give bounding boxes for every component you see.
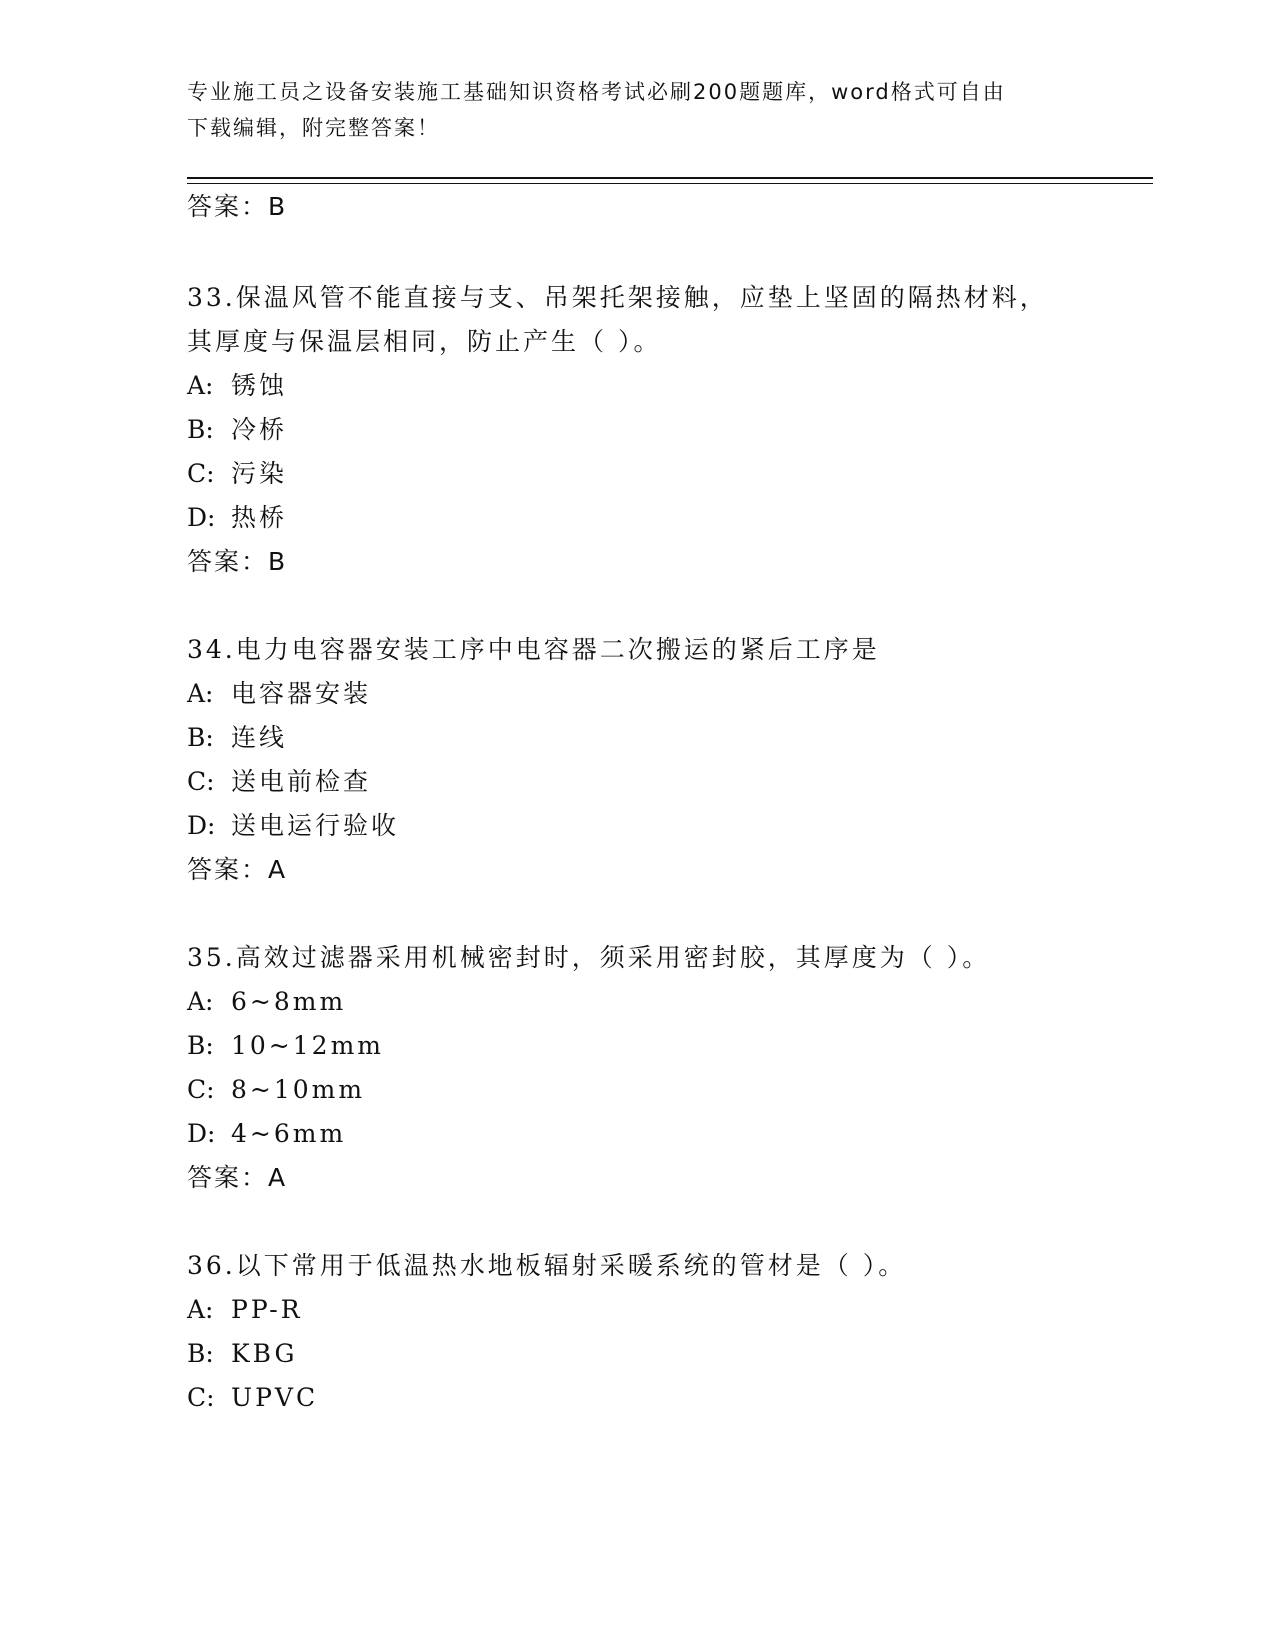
question-35-option-a bbox=[187, 986, 346, 1018]
option-text: 冷桥 bbox=[231, 415, 288, 444]
question-33-option-d bbox=[187, 502, 287, 534]
question-36-line-1: 36.以下常用于低温热水地板辐射采暖系统的管材是（ ）。 bbox=[187, 1251, 907, 1280]
option-text: KBG bbox=[231, 1339, 298, 1368]
option-text: UPVC bbox=[231, 1383, 319, 1412]
question-33-line-2: 其厚度与保温层相同，防止产生（ ）。 bbox=[187, 327, 662, 356]
option-text: 污染 bbox=[231, 459, 288, 488]
question-33-line-1: 33.保温风管不能直接与支、吊架托架接触，应垫上坚固的隔热材料， bbox=[187, 283, 1048, 312]
question-34-option-c bbox=[187, 766, 371, 798]
option-letter: A: bbox=[187, 371, 214, 400]
option-text: 4~6mm bbox=[231, 1119, 347, 1148]
option-letter: D: bbox=[187, 1119, 216, 1148]
question-35-answer: 答案：A bbox=[187, 1163, 288, 1192]
question-34-option-d bbox=[187, 810, 399, 842]
question-35-option-d bbox=[187, 1118, 346, 1150]
option-letter: B: bbox=[187, 415, 214, 444]
option-letter: D: bbox=[187, 811, 216, 840]
option-letter: D: bbox=[187, 503, 216, 532]
question-36-option-c bbox=[187, 1382, 318, 1414]
answer-prev: 答案：B bbox=[187, 192, 288, 221]
page-header bbox=[187, 74, 1067, 146]
option-text: 连线 bbox=[231, 723, 288, 752]
header-rule-thin bbox=[187, 183, 1153, 184]
option-text: 10~12mm bbox=[231, 1031, 384, 1060]
option-letter: A: bbox=[187, 987, 214, 1016]
option-letter: B: bbox=[187, 1339, 214, 1368]
header-rule-thick bbox=[187, 177, 1153, 179]
question-35-line-1: 35.高效过滤器采用机械密封时，须采用密封胶，其厚度为（ ）。 bbox=[187, 943, 991, 972]
option-letter: C: bbox=[187, 1075, 215, 1104]
option-text: PP-R bbox=[231, 1295, 303, 1324]
option-letter: A: bbox=[187, 1295, 214, 1324]
question-33-option-b bbox=[187, 414, 287, 446]
option-text: 送电前检查 bbox=[231, 767, 372, 796]
question-33-option-a bbox=[187, 370, 287, 402]
option-letter: C: bbox=[187, 459, 215, 488]
question-34-option-b bbox=[187, 722, 287, 754]
option-letter: C: bbox=[187, 1383, 215, 1412]
option-text: 8~10mm bbox=[231, 1075, 366, 1104]
header-line-2: 下载编辑，附完整答案！ bbox=[187, 116, 440, 140]
option-text: 热桥 bbox=[231, 503, 288, 532]
option-letter: B: bbox=[187, 1031, 214, 1060]
question-35-option-c bbox=[187, 1074, 365, 1106]
header-line-1: 专业施工员之设备安装施工基础知识资格考试必刷200题题库，word格式可自由 bbox=[187, 80, 1006, 104]
option-letter: B: bbox=[187, 723, 214, 752]
option-text: 送电运行验收 bbox=[231, 811, 400, 840]
question-36-option-b bbox=[187, 1338, 297, 1370]
question-34-line-1: 34.电力电容器安装工序中电容器二次搬运的紧后工序是 bbox=[187, 635, 880, 664]
question-34-answer: 答案：A bbox=[187, 855, 288, 884]
option-text: 电容器安装 bbox=[231, 679, 372, 708]
question-34-option-a bbox=[187, 678, 371, 710]
option-text: 6~8mm bbox=[231, 987, 347, 1016]
question-36-option-a bbox=[187, 1294, 303, 1326]
option-letter: C: bbox=[187, 767, 215, 796]
option-text: 锈蚀 bbox=[231, 371, 288, 400]
question-33-option-c bbox=[187, 458, 287, 490]
question-33-answer: 答案：B bbox=[187, 547, 288, 576]
question-35-option-b bbox=[187, 1030, 384, 1062]
option-letter: A: bbox=[187, 679, 214, 708]
